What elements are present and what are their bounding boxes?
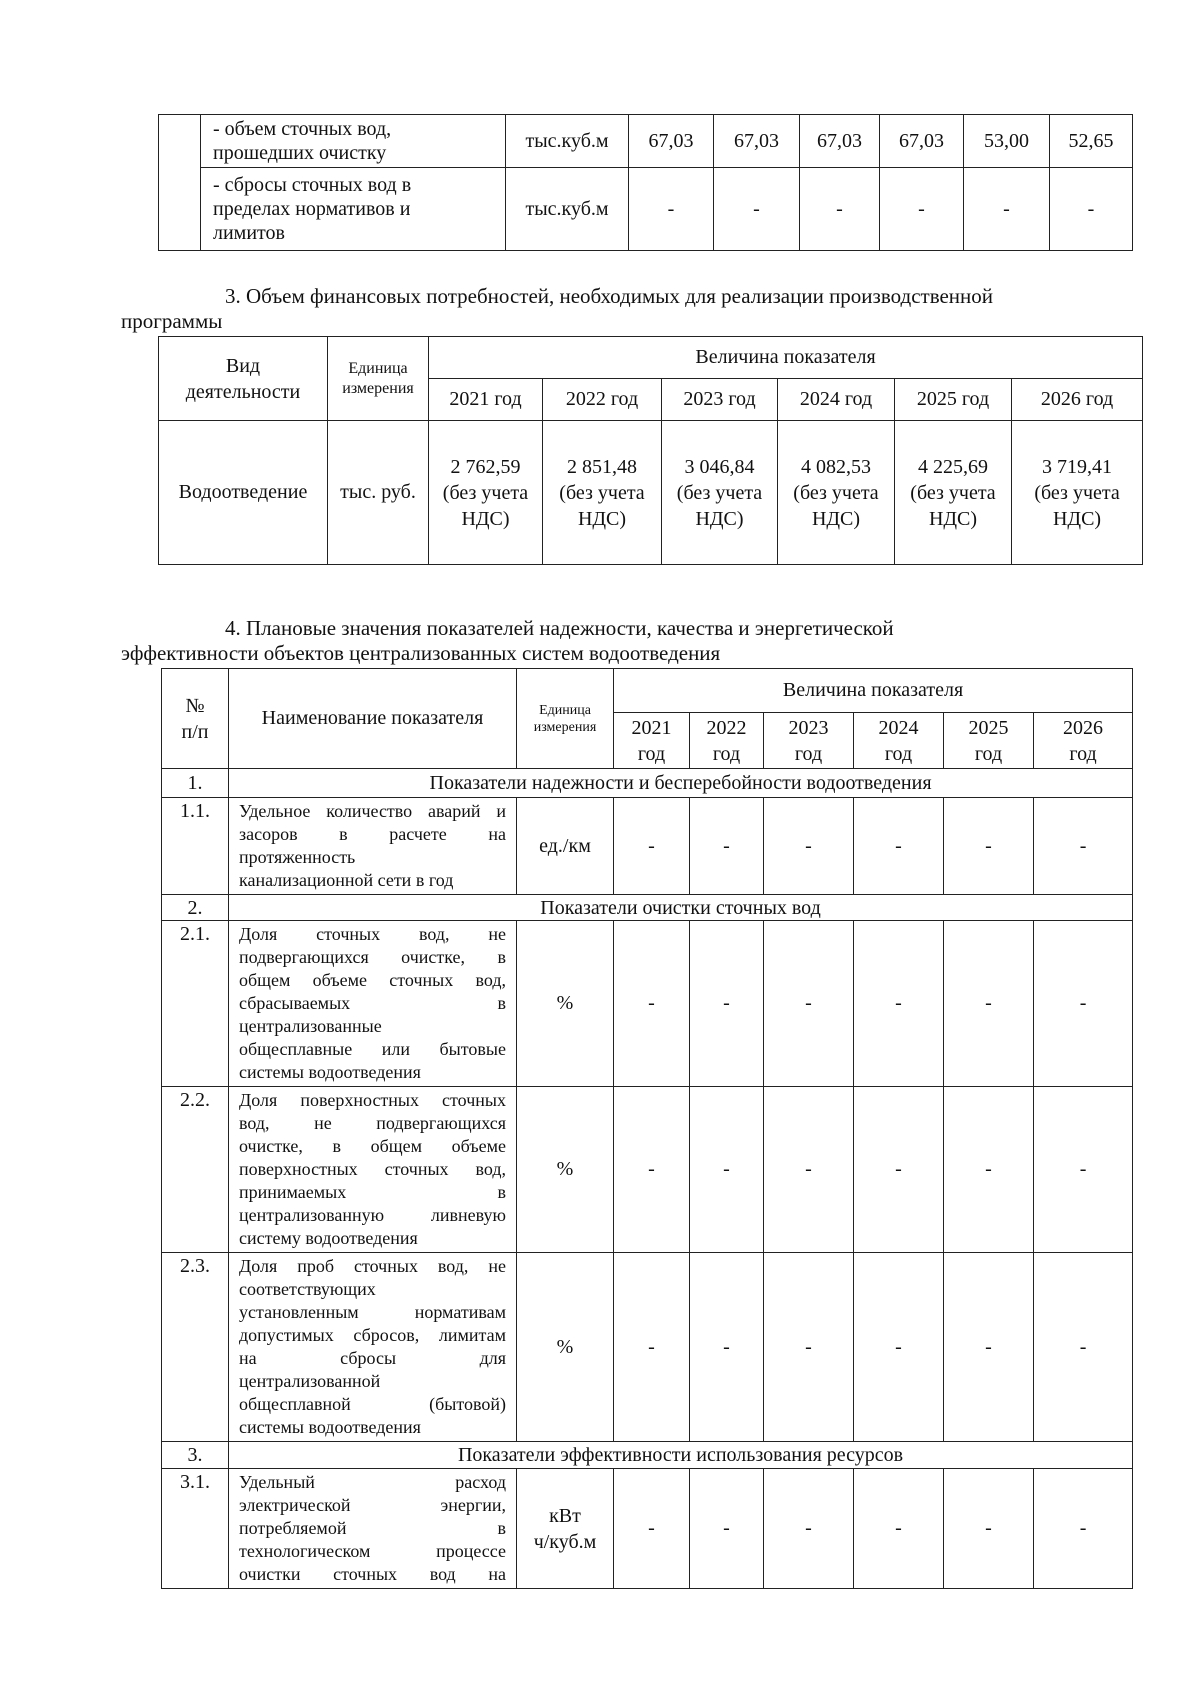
- value-cell: -: [1034, 1087, 1133, 1253]
- year-header: 2023 год: [662, 379, 778, 421]
- value-cell: -: [944, 798, 1034, 895]
- value-cell: -: [854, 1469, 944, 1589]
- value-cell: -: [800, 168, 880, 251]
- row-number: 1.1.: [162, 798, 229, 895]
- value-cell: -: [690, 1469, 764, 1589]
- column-header-unit: Единица измерения: [328, 337, 429, 421]
- value-cell: -: [1034, 1469, 1133, 1589]
- table-row: [159, 168, 1133, 251]
- year-header: 2023 год: [764, 713, 854, 769]
- unit-cell: %: [517, 1087, 614, 1253]
- year-header: 2025 год: [944, 713, 1034, 769]
- year-header: 2024 год: [854, 713, 944, 769]
- unit-cell: ед./км: [517, 798, 614, 895]
- column-header-activity: Вид деятельности: [159, 337, 328, 421]
- value-cell: -: [614, 921, 690, 1087]
- unit-cell: тыс.куб.м: [506, 168, 629, 251]
- value-cell: -: [764, 921, 854, 1087]
- table-row: [159, 421, 1143, 565]
- year-header: 2021 год: [614, 713, 690, 769]
- value-cell: -: [690, 1087, 764, 1253]
- section-3-heading: 3. Объем финансовых потребностей, необходимых для реализации производственной программы: [121, 284, 994, 333]
- value-cell: -: [1034, 1253, 1133, 1442]
- year-header: 2022 год: [543, 379, 662, 421]
- indicator-name: Доля проб сточных вод, не соответствующих установленным нормативам допустимых сбросов, лимитам на сбросы для централизованной общесплавной (бытовой) системы водоотведения: [229, 1253, 517, 1442]
- section-row: [162, 1442, 1133, 1469]
- value-cell: -: [944, 921, 1034, 1087]
- table-header-row: [162, 669, 1133, 713]
- value-cell: -: [854, 921, 944, 1087]
- value-cell: -: [614, 798, 690, 895]
- column-group-header: Величина показателя: [429, 337, 1143, 379]
- value-cell: -: [764, 1469, 854, 1589]
- year-header: 2026 год: [1034, 713, 1133, 769]
- unit-cell: тыс.куб.м: [506, 115, 629, 168]
- column-header-name: Наименование показателя: [229, 669, 517, 769]
- value-cell: 3 719,41 (без учета НДС): [1012, 421, 1143, 565]
- unit-cell: %: [517, 1253, 614, 1442]
- section-title: Показатели очистки сточных вод: [229, 895, 1133, 921]
- unit-cell: %: [517, 921, 614, 1087]
- wastewater-volume-table: [158, 114, 1133, 251]
- unit-cell: тыс. руб.: [328, 421, 429, 565]
- column-group-header: Величина показателя: [614, 669, 1133, 713]
- value-cell: -: [854, 1253, 944, 1442]
- value-cell: 2 762,59 (без учета НДС): [429, 421, 543, 565]
- row-number: 2.3.: [162, 1253, 229, 1442]
- column-header-number: № п/п: [162, 669, 229, 769]
- value-cell: 4 082,53 (без учета НДС): [778, 421, 895, 565]
- value-cell: -: [690, 921, 764, 1087]
- value-cell: -: [690, 798, 764, 895]
- value-cell: 53,00: [964, 115, 1050, 168]
- value-cell: -: [964, 168, 1050, 251]
- value-cell: 3 046,84 (без учета НДС): [662, 421, 778, 565]
- column-header-unit: Единица измерения: [517, 669, 614, 769]
- indicator-name: Удельное количество аварий и засоров в расчете на протяженность канализационной сети в год: [229, 798, 517, 895]
- section-number: 3.: [162, 1442, 229, 1469]
- value-cell: 67,03: [800, 115, 880, 168]
- value-cell: -: [629, 168, 714, 251]
- table-row: [162, 798, 1133, 895]
- value-cell: 67,03: [629, 115, 714, 168]
- value-cell: -: [714, 168, 800, 251]
- table-header-row: [159, 337, 1143, 379]
- value-cell: -: [944, 1253, 1034, 1442]
- section-number: 1.: [162, 769, 229, 798]
- table-row: [162, 1087, 1133, 1253]
- value-cell: -: [1050, 168, 1133, 251]
- value-cell: 67,03: [714, 115, 800, 168]
- value-cell: 2 851,48 (без учета НДС): [543, 421, 662, 565]
- value-cell: -: [854, 798, 944, 895]
- indicator-name: Удельный расход электрической энергии, потребляемой в технологическом процессе очистки сточных вод на: [229, 1469, 517, 1589]
- value-cell: -: [764, 1253, 854, 1442]
- indicators-table: [161, 668, 1133, 1589]
- table-row: [159, 115, 1133, 168]
- year-header: 2022 год: [690, 713, 764, 769]
- row-number: 3.1.: [162, 1469, 229, 1589]
- section-number: 2.: [162, 895, 229, 921]
- section-4-heading: 4. Плановые значения показателей надежности, качества и энергетической эффективности объектов централизованных систем водоотведения: [121, 616, 894, 665]
- row-number: 2.1.: [162, 921, 229, 1087]
- value-cell: -: [614, 1087, 690, 1253]
- value-cell: -: [854, 1087, 944, 1253]
- year-header: 2021 год: [429, 379, 543, 421]
- row-name: - сбросы сточных вод в пределах нормативов и лимитов: [201, 168, 506, 251]
- unit-cell: кВт ч/куб.м: [517, 1469, 614, 1589]
- section-row: [162, 769, 1133, 798]
- section-title: Показатели надежности и бесперебойности водоотведения: [229, 769, 1133, 798]
- value-cell: -: [690, 1253, 764, 1442]
- value-cell: -: [944, 1087, 1034, 1253]
- value-cell: -: [1034, 921, 1133, 1087]
- table-row: [162, 1253, 1133, 1442]
- empty-cell: [159, 115, 201, 251]
- section-row: [162, 895, 1133, 921]
- year-header: 2024 год: [778, 379, 895, 421]
- year-header: 2026 год: [1012, 379, 1143, 421]
- value-cell: -: [614, 1253, 690, 1442]
- section-title: Показатели эффективности использования ресурсов: [229, 1442, 1133, 1469]
- value-cell: 4 225,69 (без учета НДС): [895, 421, 1012, 565]
- value-cell: -: [764, 1087, 854, 1253]
- year-header: 2025 год: [895, 379, 1012, 421]
- value-cell: -: [1034, 798, 1133, 895]
- row-name: - объем сточных вод, прошедших очистку: [201, 115, 506, 168]
- table-row: [162, 921, 1133, 1087]
- value-cell: -: [764, 798, 854, 895]
- table-row: [162, 1469, 1133, 1589]
- activity-cell: Водоотведение: [159, 421, 328, 565]
- indicator-name: Доля поверхностных сточных вод, не подвергающихся очистке, в общем объеме поверхностных сточных вод, принимаемых в централизованную ливневую систему водоотведения: [229, 1087, 517, 1253]
- indicator-name: Доля сточных вод, не подвергающихся очистке, в общем объеме сточных вод, сбрасываемых в централизованные общесплавные или бытовые системы водоотведения: [229, 921, 517, 1087]
- row-number: 2.2.: [162, 1087, 229, 1253]
- financial-needs-table: [158, 336, 1143, 565]
- value-cell: 52,65: [1050, 115, 1133, 168]
- value-cell: -: [944, 1469, 1034, 1589]
- value-cell: -: [880, 168, 964, 251]
- value-cell: 67,03: [880, 115, 964, 168]
- value-cell: -: [614, 1469, 690, 1589]
